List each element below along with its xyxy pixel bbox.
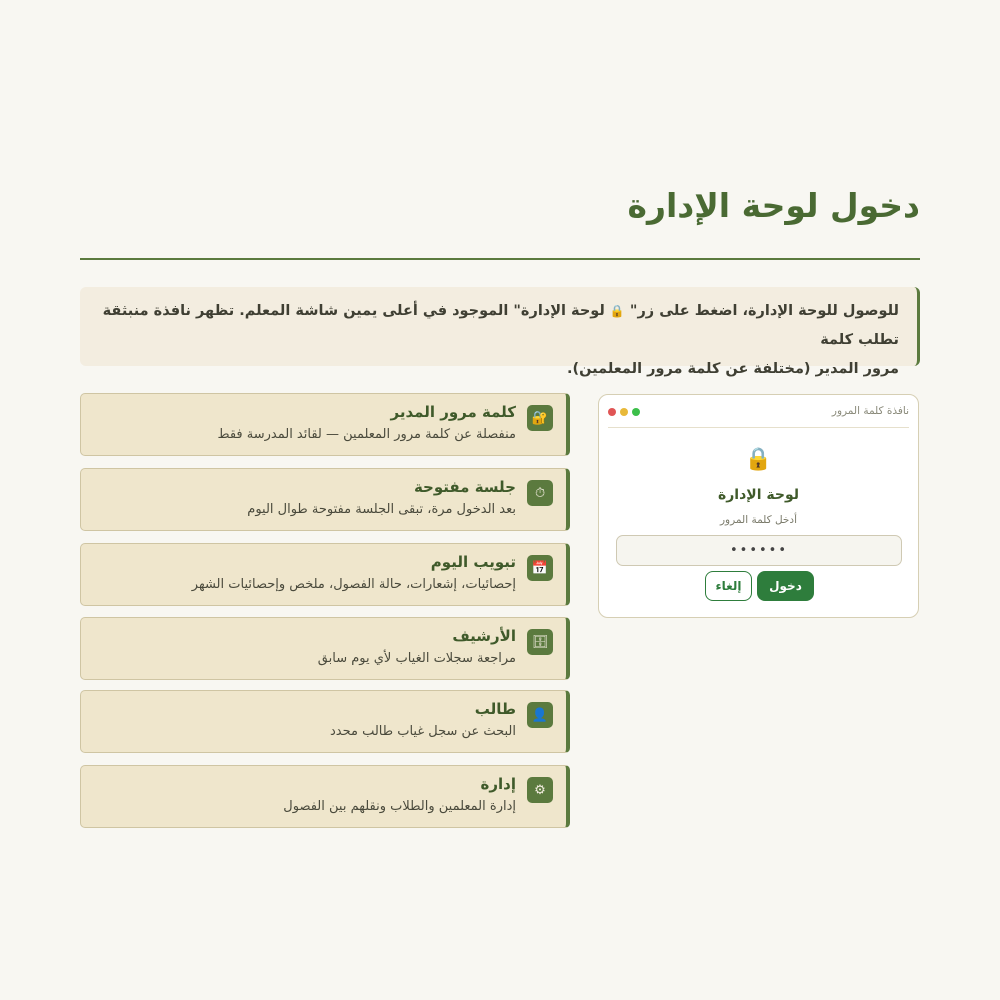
intro-text-before: للوصول للوحة الإدارة، اضغط على زر" (624, 303, 899, 319)
modal-heading: لوحة الإدارة (717, 487, 800, 503)
modal-subtitle: أدخل كلمة المرور (719, 514, 797, 526)
lock-icon: 🔒 (609, 304, 625, 318)
intro-line-1 (98, 297, 899, 355)
feature-description: إدارة المعلمين والطلاب ونقلهم بين الفصول (283, 799, 516, 814)
stopwatch-icon: ⏱ (527, 480, 553, 506)
intro-callout (80, 287, 920, 377)
feature-description: إحصائيات، إشعارات، حالة الفصول، ملخص وإحصائيات الشهر (191, 577, 516, 592)
calendar-icon: 📅 (527, 555, 553, 581)
student-icon: 👤 (527, 702, 553, 728)
feature-title: إدارة (480, 775, 516, 793)
feature-title: تبويب اليوم (430, 553, 516, 571)
password-modal (598, 394, 919, 618)
archive-cabinet-icon: 🗄 (527, 629, 553, 655)
gear-icon: ⚙ (527, 777, 553, 803)
feature-title: الأرشيف (452, 627, 516, 645)
intro-line-2: مرور المدير (مختلفة عن كلمة مرور المعلمين). (567, 361, 899, 377)
window-controls (608, 408, 640, 416)
minimize-dot[interactable] (620, 408, 628, 416)
maximize-dot[interactable] (632, 408, 640, 416)
feature-description: مراجعة سجلات الغياب لأي يوم سابق (317, 651, 516, 666)
feature-card (80, 468, 570, 531)
feature-card (80, 393, 570, 456)
key-lock-icon: 🔐 (527, 405, 553, 431)
login-button[interactable]: دخول (757, 571, 814, 601)
feature-card (80, 765, 570, 828)
password-input[interactable] (616, 535, 902, 566)
feature-title: كلمة مرور المدير (390, 403, 516, 421)
feature-description: البحث عن سجل غياب طالب محدد (329, 724, 516, 739)
feature-description: منفصلة عن كلمة مرور المعلمين — لقائد المدرسة فقط (217, 427, 516, 442)
cancel-button[interactable]: إلغاء (705, 571, 752, 601)
modal-header (608, 395, 909, 428)
padlock-icon: 🔒 (744, 447, 773, 472)
modal-window-title: نافذة كلمة المرور (831, 405, 909, 417)
feature-card (80, 690, 570, 753)
feature-description: بعد الدخول مرة، تبقى الجلسة مفتوحة طوال اليوم (247, 502, 516, 517)
title-divider (80, 258, 920, 260)
intro-text-after: لوحة الإدارة" الموجود في أعلى يمين شاشة المعلم. تظهر نافذة منبثقة تطلب كلمة (102, 303, 899, 348)
page-title: دخول لوحة الإدارة (627, 186, 920, 225)
feature-title: جلسة مفتوحة (413, 478, 516, 496)
feature-card (80, 543, 570, 606)
feature-title: طالب (474, 700, 516, 718)
modal-actions (599, 571, 918, 601)
close-dot[interactable] (608, 408, 616, 416)
feature-card (80, 617, 570, 680)
